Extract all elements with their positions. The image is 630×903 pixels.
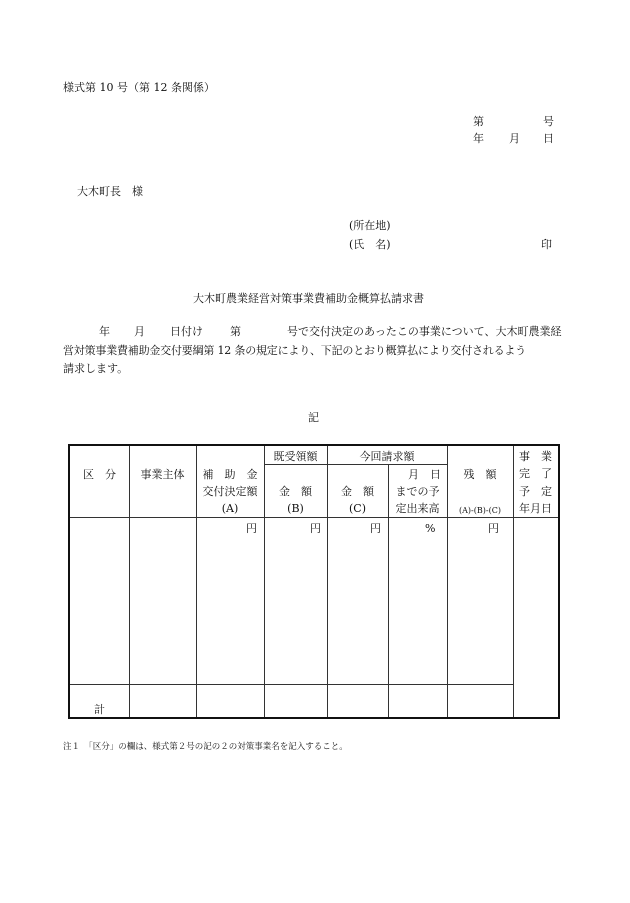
header-progress-2: までの予 bbox=[395, 485, 440, 498]
unit-balance: 円 bbox=[488, 522, 499, 535]
body-line2: 営対策事業費補助金交付要綱第 12 条の規定により、下記のとおり概算払により交付されるよう bbox=[63, 344, 526, 357]
body-year: 年 bbox=[99, 325, 110, 338]
header-completion-3: 予 定 bbox=[519, 485, 552, 498]
claim-table bbox=[68, 444, 560, 719]
header-completion-4: 年月日 bbox=[519, 502, 552, 515]
footnote: 注１ 「区分」の欄は、様式第２号の記の２の対策事業名を記入すること。 bbox=[63, 742, 348, 752]
number-go: 号 bbox=[543, 115, 554, 128]
body-line1: 号で交付決定のあったこの事業について、大木町農業経 bbox=[287, 325, 562, 338]
body-line3: 請求します。 bbox=[63, 362, 129, 375]
header-received-2: (B) bbox=[287, 502, 304, 515]
header-received-group: 既受領額 bbox=[273, 450, 318, 463]
header-subsidy-1: 補 助 金 bbox=[202, 468, 258, 481]
header-entity: 事業主体 bbox=[140, 468, 185, 481]
date-month: 月 bbox=[509, 132, 520, 145]
total-label: 計 bbox=[94, 703, 105, 716]
number-dai: 第 bbox=[473, 115, 484, 128]
header-completion-2: 完 了 bbox=[519, 467, 552, 480]
header-balance-1: 残 額 bbox=[463, 468, 497, 481]
name-label: (氏 名) bbox=[349, 238, 391, 251]
addressee: 大木町長 様 bbox=[77, 185, 143, 198]
unit-current: 円 bbox=[370, 522, 381, 535]
header-subsidy-3: (A) bbox=[221, 502, 239, 515]
document-title: 大木町農業経営対策事業費補助金概算払請求書 bbox=[193, 292, 424, 305]
unit-received: 円 bbox=[310, 522, 321, 535]
header-current-group: 今回請求額 bbox=[359, 450, 415, 463]
header-subsidy-2: 交付決定額 bbox=[202, 485, 258, 498]
header-balance-2: (A)-(B)-(C) bbox=[459, 506, 501, 515]
header-progress-3: 定出来高 bbox=[395, 502, 440, 515]
body-day: 日付け bbox=[170, 325, 203, 338]
location-label: (所在地) bbox=[349, 219, 391, 232]
header-current-2: (C) bbox=[349, 502, 366, 515]
body-month: 月 bbox=[134, 325, 145, 338]
date-year: 年 bbox=[473, 132, 484, 145]
date-day: 日 bbox=[543, 132, 554, 145]
header-completion-1: 事 業 bbox=[519, 450, 552, 463]
seal-label: 印 bbox=[541, 238, 552, 251]
form-number: 様式第 10 号（第 12 条関係） bbox=[63, 81, 215, 94]
unit-progress: % bbox=[425, 522, 436, 535]
header-category: 区 分 bbox=[83, 468, 116, 481]
unit-subsidy: 円 bbox=[246, 522, 257, 535]
header-current-1: 金 額 bbox=[341, 485, 374, 498]
header-received-1: 金 額 bbox=[279, 485, 312, 498]
header-progress-1: 月 日 bbox=[408, 468, 441, 481]
body-dai: 第 bbox=[230, 325, 241, 338]
ki-label: 記 bbox=[308, 411, 319, 424]
